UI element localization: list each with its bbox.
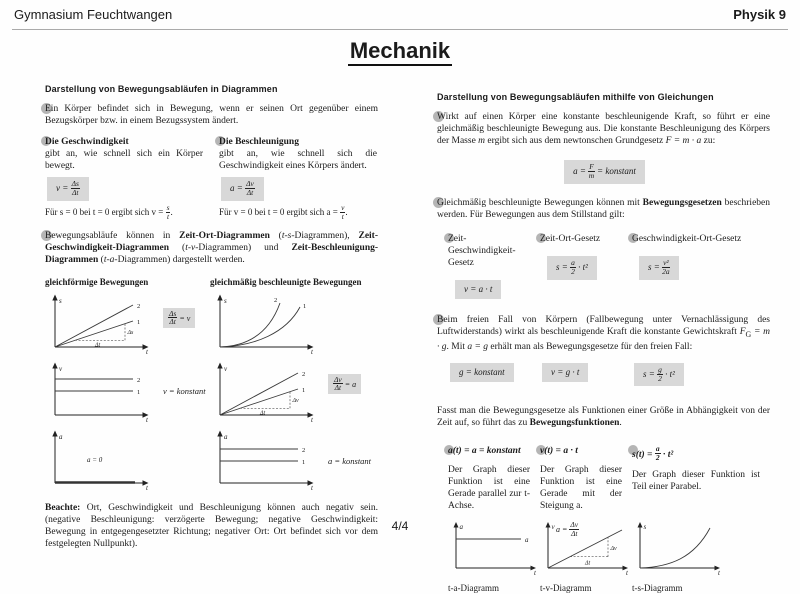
paragraph-bewegung: Ein Körper befindet sich in Bewegung, wenn er seinen Ort gegenüber einem Bezugskörper bzw. in einem Bezugssystem ändert.	[45, 103, 378, 127]
definition-body: gibt an, wie schnell sich ein Körper bewegt.	[45, 149, 203, 171]
svg-text:2: 2	[274, 296, 278, 304]
formula-note: Für s = 0 bei t = 0 ergibt sich v = $\frac{s}{t}$ .	[45, 202, 173, 221]
function-desc: Der Graph dieser Funktion ist Teil einer Parabel.	[632, 470, 760, 493]
svg-text:a: a	[59, 432, 63, 441]
function-desc: Der Graph dieser Funktion ist eine Gerade parallel zur t-Achse.	[448, 465, 530, 512]
svg-text:a: a	[224, 432, 228, 441]
header-divider	[12, 29, 788, 30]
svg-text:1: 1	[302, 458, 306, 466]
definition-title: Die Beschleunigung	[219, 137, 299, 147]
caption-tv: t-v-Diagramm	[540, 583, 592, 594]
svg-text:a: a	[459, 523, 463, 532]
law-geschwindigkeit-ort	[632, 233, 770, 302]
column-header-uniform: gleichförmige Bewegungen	[45, 276, 149, 287]
paragraph-bewegungsgesetze: Gleichmäßig beschleunigte Bewegungen können mit Bewegungsgesetzen beschrieben werden. Für Bewegungen aus dem Stillstand gilt:	[437, 197, 770, 221]
paragraph-kraft: Wirkt auf einen Körper eine konstante beschleunigende Kraft, so führt er eine gleichmäßig beschleunigte Bewegung aus. Die konstante Beschleunigung des Körpers der Masse m ergibt sich aus dem newtonschen Grundgesetz F = m · a zu:	[437, 111, 770, 147]
definition-row	[45, 136, 378, 221]
svg-text:Δt: Δt	[585, 560, 591, 567]
svg-text:t: t	[534, 569, 536, 577]
graph-ta-constant	[210, 429, 375, 492]
svg-text:Δs: Δs	[127, 329, 134, 336]
svg-text:t: t	[311, 347, 313, 356]
svg-text:t: t	[146, 415, 148, 424]
svg-text:s: s	[643, 523, 647, 532]
graph-column-headers	[45, 276, 378, 288]
law-title: Zeit-Ort-Gesetz	[540, 233, 601, 244]
caption-ta: t-a-Diagramm	[448, 583, 499, 594]
svg-text:1: 1	[137, 388, 141, 396]
slope-box-sv: $\frac{\Delta s}{\Delta t}$ = v	[163, 308, 195, 329]
svg-text:1: 1	[137, 318, 141, 326]
svg-text:s: s	[224, 296, 227, 305]
fall-formula-s: s = $\frac{g}{2}$ · t²	[634, 363, 684, 387]
function-s: s(t) = $\frac{a}{2}$ · t² Der Graph dieser Funktion ist Teil einer Parabel.	[632, 445, 770, 512]
graph-tv-accelerated	[210, 361, 375, 424]
tv-accelerated-plot	[210, 361, 325, 424]
annotation-v-konstant: v = konstant	[163, 385, 206, 396]
definition-title: Die Geschwindigkeit	[45, 137, 129, 147]
svg-text:Δv: Δv	[292, 397, 299, 404]
function-desc: Der Graph dieser Funktion ist eine Gerade mit der Steigung a.	[540, 465, 622, 512]
laws-row	[437, 233, 770, 302]
paragraph-bewegungsfunktionen: Fasst man die Bewegungsgesetze als Funktionen einer Größe in Abhängigkeit von der Zeit auf, so führt das zu Bewegungsfunktionen.	[437, 406, 770, 429]
law-formula: s = $\frac{\text{v²}}{2a}$	[639, 256, 679, 280]
graph-tv-uniform	[45, 361, 210, 424]
svg-text:t: t	[718, 569, 720, 577]
fall-formula-v: v = g · t	[542, 363, 588, 382]
definition-body: gibt an, wie schnell sich die Geschwindigkeit eines Körpers ändert.	[219, 149, 377, 171]
svg-text:v: v	[59, 364, 63, 373]
ts-accelerated-plot	[210, 293, 325, 356]
law-zeit-ort	[540, 233, 632, 302]
functions-row	[437, 445, 770, 512]
svg-text:t: t	[311, 483, 313, 492]
svg-text:t: t	[146, 347, 148, 356]
formula-box-v: v = $\frac{\Delta s}{\Delta t}$	[47, 177, 89, 201]
svg-text:1: 1	[303, 302, 307, 310]
graph-ta-zero	[45, 429, 210, 492]
svg-text:v: v	[224, 364, 228, 373]
formula-note: Für v = 0 bei t = 0 ergibt sich a = $\frac{v}{t}$ .	[219, 202, 348, 221]
svg-text:2: 2	[137, 376, 141, 384]
svg-text:Δt: Δt	[95, 342, 101, 348]
graph-captions-row	[437, 582, 770, 594]
svg-text:t: t	[311, 415, 313, 424]
function-v: v(t) = a · t Der Graph dieser Funktion ist eine Gerade mit der Steigung a.	[540, 445, 632, 512]
left-column	[45, 84, 378, 550]
formula-box-newton: a = $\frac{F}{m}$ = konstant	[437, 155, 770, 187]
law-title: Geschwindigkeit-Ort-Gesetz	[632, 233, 742, 244]
section-heading-diagramme: Darstellung von Bewegungsabläufen in Diagrammen	[45, 84, 278, 94]
svg-text:Δt: Δt	[260, 410, 266, 416]
caption-ts: t-s-Diagramm	[632, 583, 683, 594]
law-formula: v = a · t	[455, 280, 501, 299]
ta-zero-plot	[45, 429, 160, 492]
svg-text:2: 2	[302, 446, 306, 454]
page-header-subject: Physik 9	[733, 7, 786, 22]
ts-uniform-plot	[45, 293, 160, 356]
graph-ts-accelerated	[210, 293, 375, 356]
slope-box-va: $\frac{\Delta v}{\Delta t}$ = a	[328, 374, 361, 395]
svg-text:1: 1	[302, 386, 306, 394]
law-title: Zeit-Geschwindigkeit-Gesetz	[448, 233, 516, 268]
svg-text:t: t	[626, 569, 628, 577]
function-a: a(t) = a = konstant Der Graph dieser Funktion ist eine Gerade parallel zur t-Achse.	[448, 445, 540, 512]
page-title: Mechanik	[0, 38, 800, 64]
svg-text:2: 2	[302, 370, 306, 378]
svg-text:a: a	[525, 536, 529, 545]
svg-text:v: v	[551, 523, 555, 532]
definition-geschwindigkeit	[45, 136, 203, 221]
law-zeit-geschwindigkeit	[448, 233, 540, 302]
formula-box-a: a = $\frac{\Delta v}{\Delta t}$	[221, 177, 264, 201]
svg-text:a = 0: a = 0	[87, 455, 103, 464]
slope-annotation: a = $\frac{\Delta v}{\Delta t}$	[556, 520, 579, 539]
svg-text:2: 2	[137, 302, 141, 310]
diagram-grid	[45, 293, 378, 492]
svg-text:t: t	[146, 483, 148, 492]
page-header-school: Gymnasium Feuchtwangen	[14, 7, 173, 22]
annotation-a-konstant: a = konstant	[328, 455, 372, 466]
svg-text:s: s	[59, 296, 62, 305]
column-header-accelerated: gleichmäßig beschleunigte Bewegungen	[210, 276, 362, 287]
fall-formulas-row	[437, 358, 770, 390]
page-number: 4/4	[391, 519, 409, 533]
law-formula: s = $\frac{a}{2}$ · t²	[547, 256, 597, 280]
graph-ts-uniform	[45, 293, 210, 356]
ta-constant-plot	[210, 429, 325, 492]
paragraph-beachte: Beachte: Ort, Geschwindigkeit und Beschleunigung können auch negativ sein. (negative Beschleunigung: verzögerte Bewegung; negative Geschwindigkeit: Bewegung in entgegengesetzter Richtung; negativer Ort: Ort befindet sich vor dem festgelegten Nullpunkt).	[45, 502, 378, 549]
svg-text:Δv: Δv	[610, 546, 617, 553]
paragraph-diagrammarten: Bewegungsabläufe können in Zeit-Ort-Diagrammen (t-s-Diagrammen), Zeit-Geschwindigkeit-Diagrammen (t-v-Diagrammen) und Zeit-Beschleunigung-Diagrammen (t-a-Diagrammen) dargestellt werden.	[45, 230, 378, 266]
fall-formula-g: g = konstant	[450, 363, 514, 382]
section-heading-gleichungen: Darstellung von Bewegungsabläufen mithilfe von Gleichungen	[437, 92, 714, 102]
paragraph-freier-fall: Beim freien Fall von Körpern (Fallbewegung unter Vernachlässigung des Luftwiderstands) wirkt als beschleunigende Kraft die konstante Gewichtskraft $F_G = m \cdot g$. Mit a = g erhält man als Bewegungsgesetze für den freien Fall:	[437, 314, 770, 353]
tv-uniform-plot	[45, 361, 160, 424]
definition-beschleunigung	[219, 136, 377, 221]
